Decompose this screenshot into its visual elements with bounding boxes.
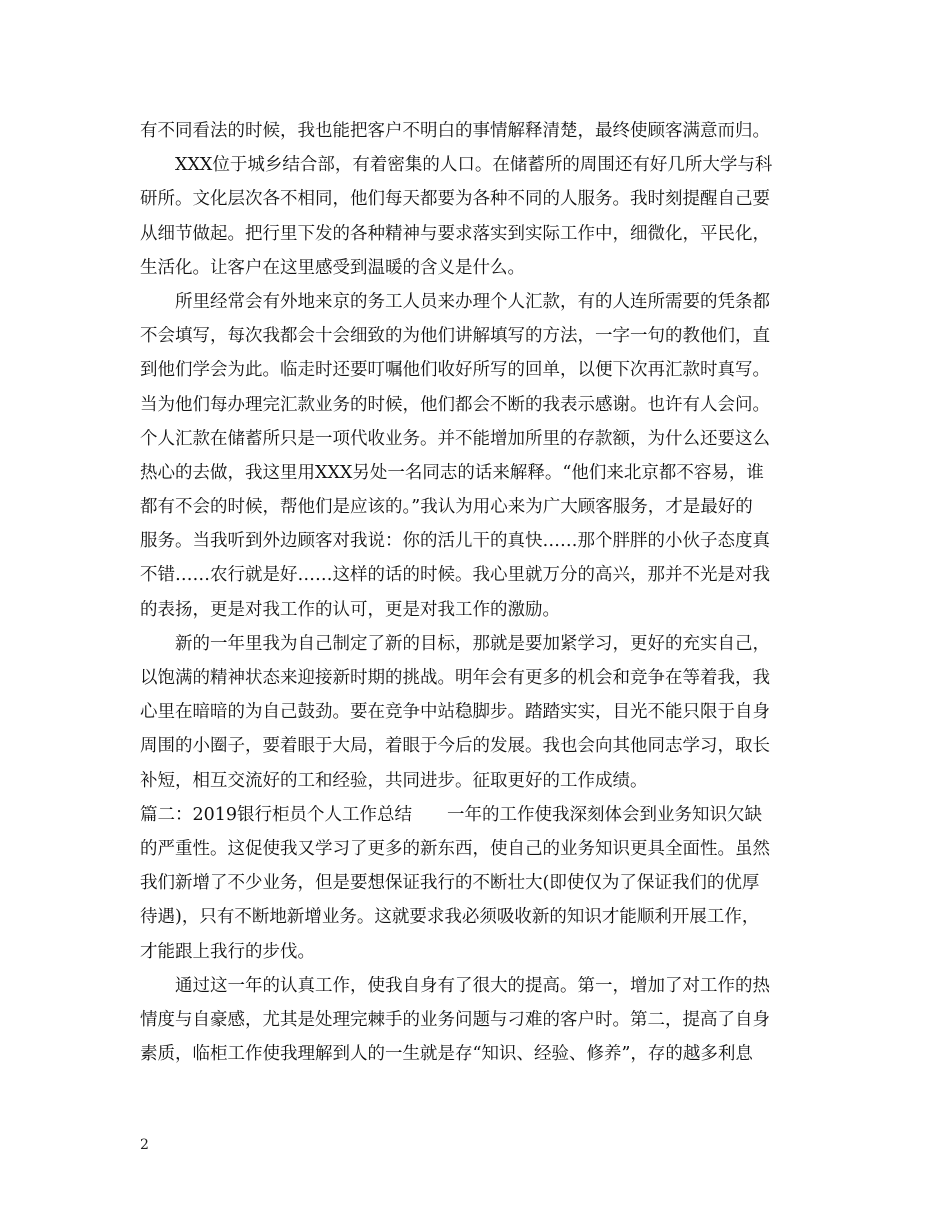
page-number: 2 bbox=[140, 1137, 149, 1153]
text-line: 情度与自豪感，尤其是处理完棘手的业务问题与刁难的客户时。第二，提高了自身 bbox=[140, 1009, 770, 1030]
text-line: 通过这一年的认真工作，使我自身有了很大的提高。第一，增加了对工作的热 bbox=[175, 975, 770, 996]
text-line: 补短，相互交流好的工和经验，共同进步。征取更好的工作成绩。 bbox=[140, 770, 648, 791]
text-line: 心里在暗暗的为自己鼓劲。要在竞争中站稳脚步。踏踏实实，目光不能只限于自身 bbox=[140, 702, 770, 723]
text-line: 的表扬，更是对我工作的认可，更是对我工作的激励。 bbox=[140, 599, 560, 620]
text-line: 篇二：2019银行柜员个人工作总结 一年的工作使我深刻体会到业务知识欠缺 bbox=[140, 804, 763, 825]
text-line: 的严重性。这促使我又学习了更多的新东西，使自己的业务知识更具全面性。虽然 bbox=[140, 838, 770, 859]
text-line: 所里经常会有外地来京的务工人员来办理个人汇款，有的人连所需要的凭条都 bbox=[175, 291, 770, 312]
text-line: 当为他们每办理完汇款业务的时候，他们都会不断的我表示感谢。也许有人会问。 bbox=[140, 394, 770, 415]
text-line: 个人汇款在储蓄所只是一项代收业务。并不能增加所里的存款额，为什么还要这么 bbox=[140, 428, 770, 449]
text-line: 不错……农行就是好……这样的话的时候。我心里就万分的高兴，那并不光是对我 bbox=[140, 565, 770, 586]
text-line: 待遇)，只有不断地新增业务。这就要求我必须吸收新的知识才能顺利开展工作， bbox=[140, 907, 760, 928]
text-line: 到他们学会为此。临走时还要叮嘱他们收好所写的回单，以便下次再汇款时真写。 bbox=[140, 360, 770, 381]
text-line: 都有不会的时候，帮他们是应该的。”我认为用心来为广大顾客服务，才是最好的 bbox=[140, 497, 753, 518]
text-line: 我们新增了不少业务，但是要想保证我行的不断壮大(即使仅为了保证我们的优厚 bbox=[140, 873, 760, 894]
text-line: 生活化。让客户在这里感受到温暖的含义是什么。 bbox=[140, 257, 525, 278]
text-line: 不会填写，每次我都会十会细致的为他们讲解填写的方法，一字一句的教他们，直 bbox=[140, 326, 770, 347]
text-line: 新的一年里我为自己制定了新的目标，那就是要加紧学习，更好的充实自己， bbox=[175, 633, 770, 654]
text-line: 素质，临柜工作使我理解到人的一生就是存“知识、经验、修养”，存的越多利息 bbox=[140, 1044, 753, 1065]
text-line: 以饱满的精神状态来迎接新时期的挑战。明年会有更多的机会和竞争在等着我，我 bbox=[140, 668, 770, 688]
text-line: 研所。文化层次各不相同，他们每天都要为各种不同的人服务。我时刻提醒自己要 bbox=[140, 189, 770, 210]
text-line: 周围的小圈子，要着眼于大局，着眼于今后的发展。我也会向其他同志学习，取长 bbox=[140, 736, 770, 757]
text-line: 才能跟上我行的步伐。 bbox=[140, 941, 315, 962]
text-line: 热心的去做，我这里用XXX另处一名同志的话来解释。“他们来北京都不容易，谁 bbox=[140, 462, 764, 483]
text-line: XXX位于城乡结合部，有着密集的人口。在储蓄所的周围还有好几所大学与科 bbox=[175, 155, 773, 176]
text-line: 有不同看法的时候，我也能把客户不明白的事情解释清楚，最终使顾客满意而归。 bbox=[140, 121, 770, 141]
body-text bbox=[140, 114, 810, 1071]
text-line: 从细节做起。把行里下发的各种精神与要求落实到实际工作中，细微化，平民化， bbox=[140, 223, 770, 244]
text-line: 服务。当我听到外边顾客对我说：你的活儿干的真快……那个胖胖的小伙子态度真 bbox=[140, 531, 770, 552]
